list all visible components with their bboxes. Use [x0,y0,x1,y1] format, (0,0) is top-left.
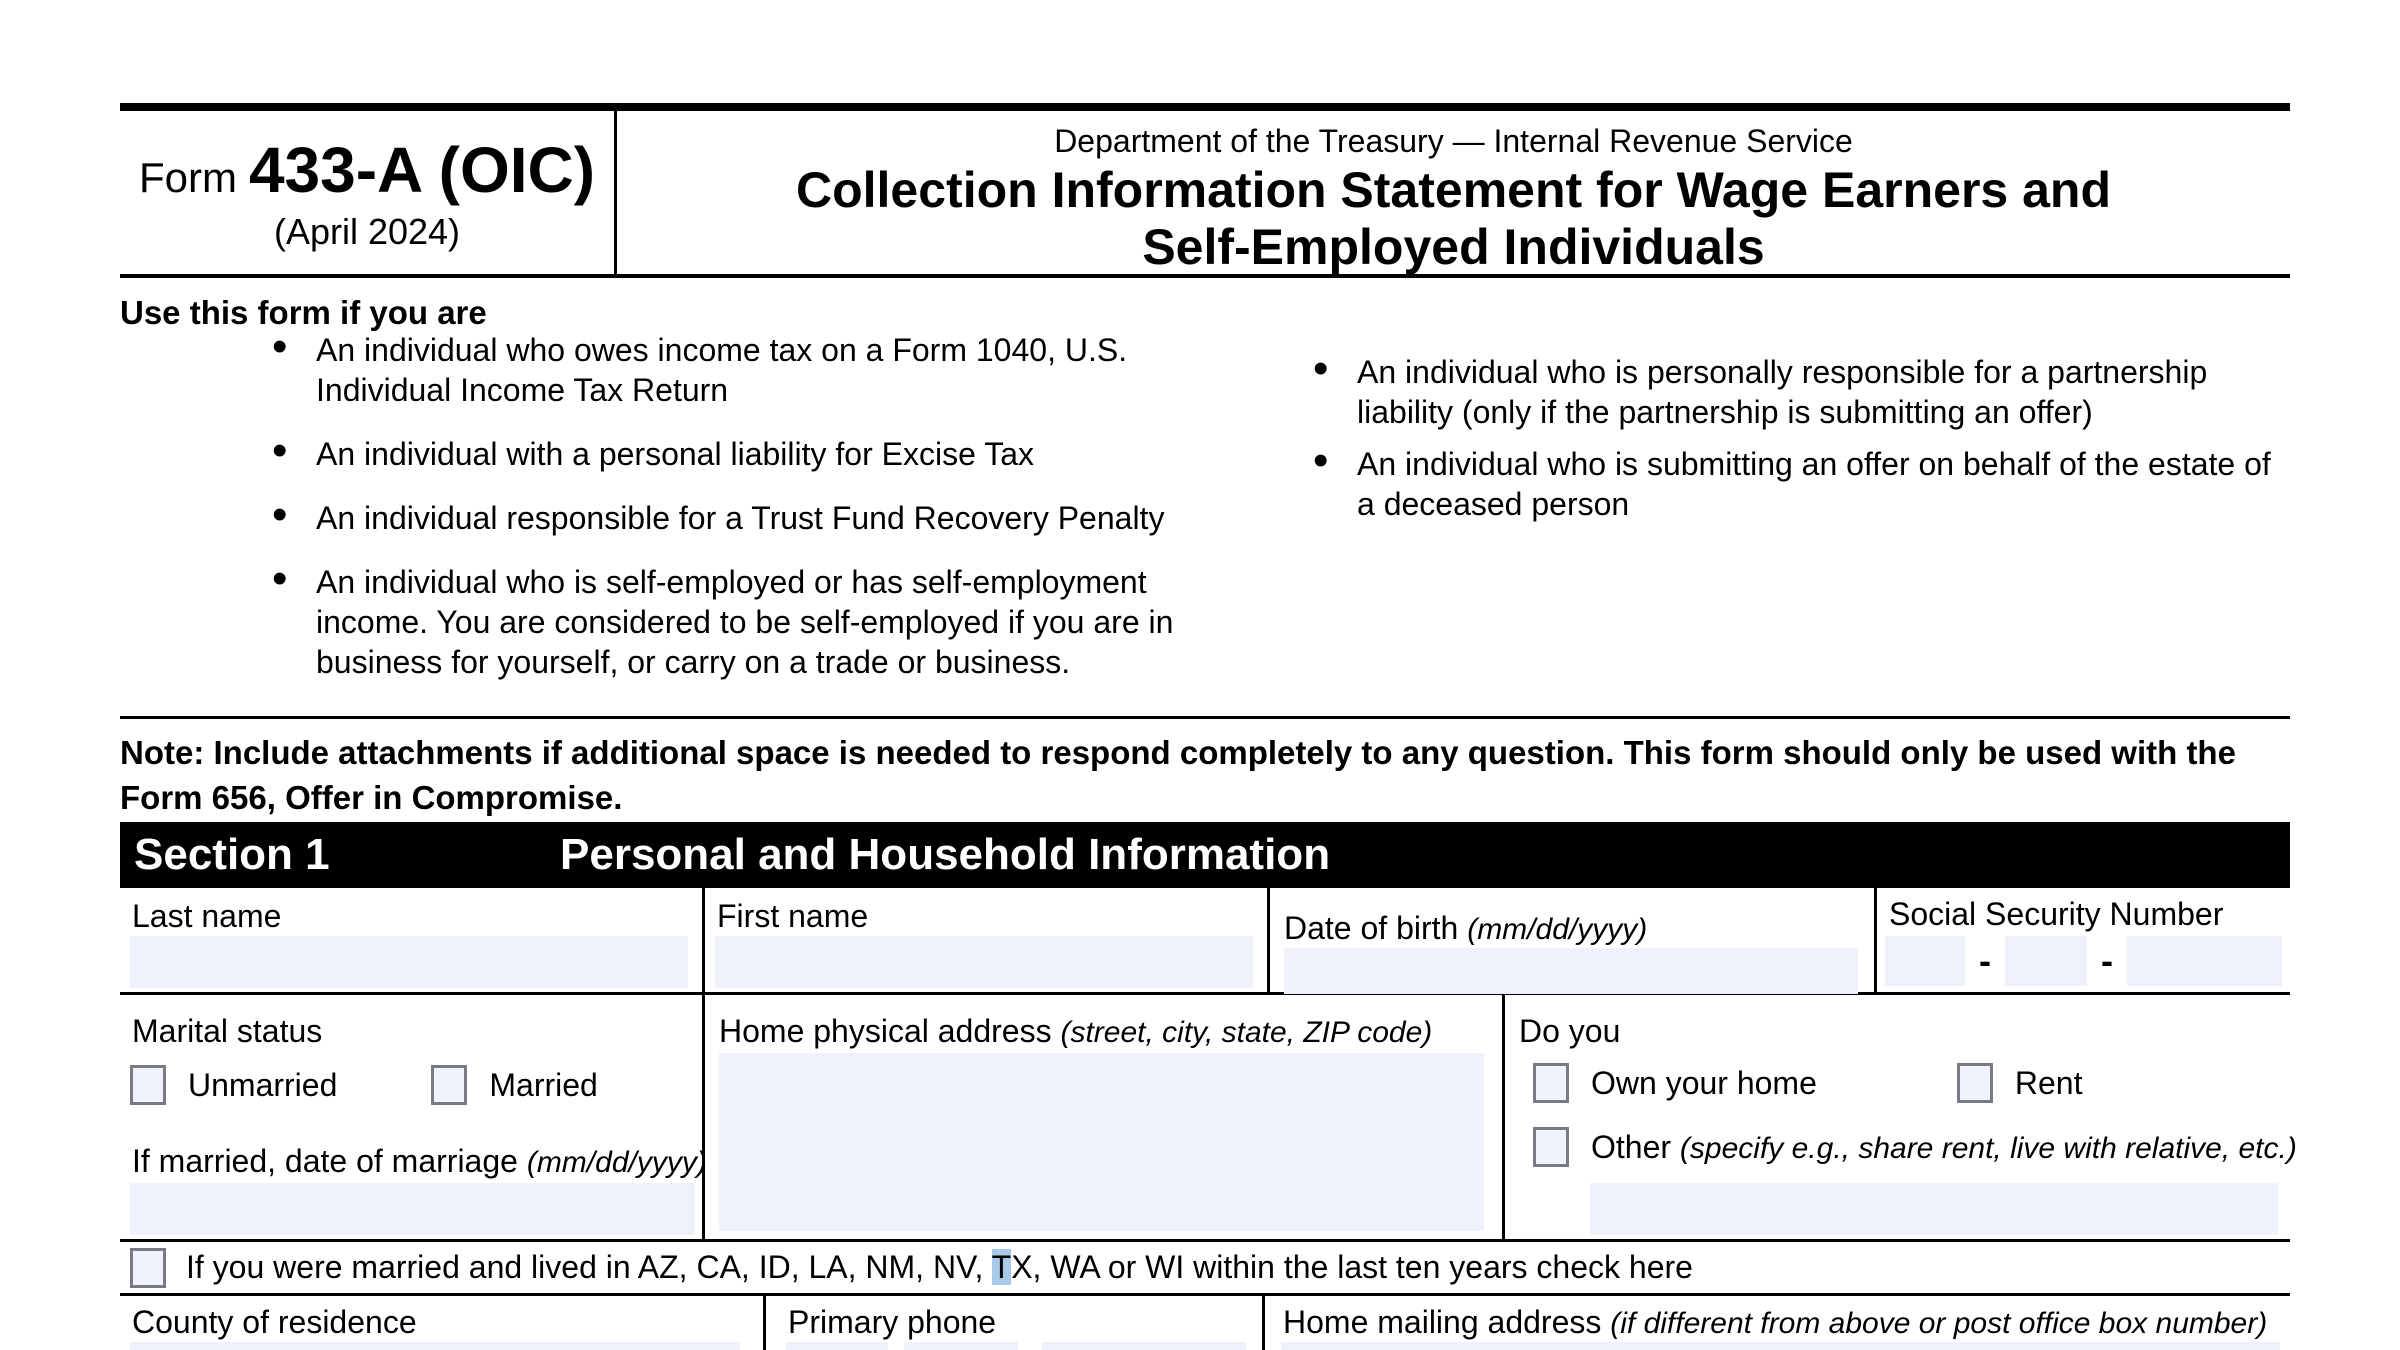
dob-format-hint: (mm/dd/yyyy) [1467,913,1648,946]
housing-options-row1 [1533,1063,2082,1103]
row-community-property [120,1242,2290,1296]
form-title-line1: Collection Information Statement for Wage Earners and [796,162,2111,218]
form-number: 433-A (OIC) [248,133,596,206]
housing-options-row2 [1533,1127,2297,1167]
bullet-item: • An individual who is self-employed or has self-employment income. You are considered to be self-employed if you are in business for yourself, or carry on a trade or business. [316,562,1216,682]
unmarried-label: Unmarried [188,1066,338,1103]
bullet-item: • An individual who owes income tax on a Form 1040, U.S. Individual Income Tax Return [316,330,1216,410]
first-name-cell [705,888,1270,992]
other-housing-input[interactable] [1590,1183,2278,1235]
ssn-cell [1877,888,2290,992]
phone-part1-input[interactable] [786,1342,888,1350]
married-label: Married [489,1066,598,1103]
bullet-item: • An individual with a personal liability for Excise Tax [316,434,1216,474]
community-property-checkbox[interactable] [130,1248,166,1288]
marriage-date-input[interactable] [130,1183,695,1235]
top-rule [120,103,2290,111]
row-name-dob-ssn [120,888,2290,995]
bullet-item: • An individual responsible for a Trust Fund Recovery Penalty [316,498,1216,538]
own-home-label: Own your home [1591,1064,1817,1101]
phone-part3-input[interactable] [1042,1342,1246,1350]
home-physical-address-hint: (street, city, state, ZIP code) [1060,1016,1433,1049]
primary-phone-label: Primary phone [788,1304,997,1340]
other-housing-hint: (specify e.g., share rent, live with relative, etc.) [1679,1131,2297,1165]
other-housing-label: Other (specify e.g., share rent, live with relative, etc.) [1591,1128,2297,1165]
ssn-label: Social Security Number [1889,896,2224,932]
intro-bullets-left [316,330,1216,706]
section1-title: Personal and Household Information [560,830,1331,879]
form-number-block [120,111,617,274]
highlighted-text: T [991,1249,1012,1285]
ssn-part1-input[interactable] [1885,936,1965,986]
marital-status-cell [120,995,705,1239]
marriage-date-format-hint: (mm/dd/yyyy) [526,1146,707,1179]
home-physical-address-label: Home physical address (street, city, state, ZIP code) [719,1013,1433,1049]
housing-cell [1505,995,2297,1239]
form-title-line2: Self-Employed Individuals [1142,219,1765,275]
first-name-input[interactable] [715,936,1253,988]
row-marital-address-housing [120,995,2297,1242]
married-checkbox[interactable] [431,1065,467,1105]
intro-bullets-right [1357,352,2277,536]
rent-label: Rent [2014,1064,2083,1101]
home-mailing-address-hint: (if different from above or post office box number) [1610,1307,2268,1340]
ssn-dash: - [2101,940,2113,981]
form-revision-date: (April 2024) [273,210,461,252]
last-name-input[interactable] [130,936,688,988]
section1-table [120,888,2297,1350]
dob-input[interactable] [1284,948,1858,994]
home-mailing-address-cell [1265,1296,2290,1350]
county-input[interactable] [130,1342,740,1350]
first-name-label: First name [717,898,869,934]
dob-label: Date of birth (mm/dd/yyyy) [1284,910,1648,946]
own-home-checkbox[interactable] [1533,1063,1569,1103]
home-mailing-address-input[interactable] [1281,1342,2280,1350]
last-name-label: Last name [132,898,282,934]
form-title-block [617,111,2290,274]
marital-status-options [130,1065,598,1105]
home-physical-address-input[interactable] [719,1053,1484,1231]
home-mailing-address-label: Home mailing address (if different from above or post office box number) [1283,1304,2268,1340]
marital-status-label: Marital status [132,1013,323,1049]
intro-heading: Use this form if you are [120,294,487,331]
ssn-inputs [1885,936,2282,986]
last-name-cell [120,888,705,992]
unmarried-checkbox[interactable] [130,1065,166,1105]
bullet-item: • An individual who is personally responsible for a partnership liability (only if the partnership is submitting an offer) [1357,352,2277,432]
section1-header-bar [120,822,2290,888]
row-county-phone-mailing [120,1296,2290,1350]
agency-line: Department of the Treasury — Internal Revenue Service [1054,123,1853,159]
form-title [617,162,2290,276]
community-property-label: If you were married and lived in AZ, CA, ID, LA, NM, NV, TX, WA or WI within the last ten years check here [186,1249,1693,1285]
other-housing-checkbox[interactable] [1533,1127,1569,1167]
do-you-label: Do you [1519,1013,1621,1049]
rent-checkbox[interactable] [1957,1063,1993,1103]
home-physical-address-cell [705,995,1505,1239]
note-divider [120,716,2290,719]
ssn-part3-input[interactable] [2127,936,2282,986]
county-cell [120,1296,766,1350]
marriage-date-label: If married, date of marriage (mm/dd/yyyy) [132,1143,707,1179]
dob-cell [1270,888,1877,992]
form-word: Form [138,153,237,201]
form-header [120,111,2290,278]
county-label: County of residence [132,1304,417,1340]
section1-label: Section 1 [134,830,330,879]
bullet-item: • An individual who is submitting an offer on behalf of the estate of a deceased person [1357,444,2277,524]
primary-phone-cell [766,1296,1265,1350]
ssn-part2-input[interactable] [2005,936,2087,986]
ssn-dash: - [1979,940,1991,981]
note-text: Note: Include attachments if additional space is needed to respond completely to any question. This form should only be used with the Form 656, Offer in Compromise. [120,734,2236,816]
phone-part2-input[interactable] [904,1342,1018,1350]
